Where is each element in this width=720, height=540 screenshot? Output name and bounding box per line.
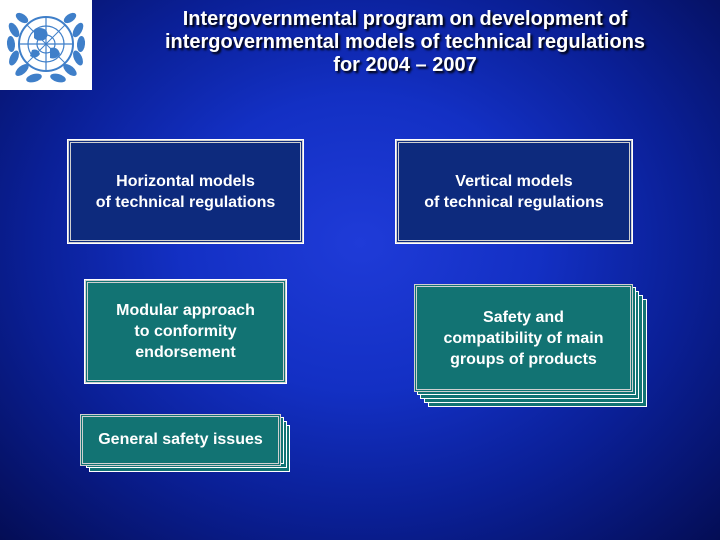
- general-safety-label: General safety issues: [98, 431, 263, 448]
- vertical-models-line-2: of technical regulations: [424, 193, 604, 211]
- title-line-2: intergovernmental models of technical regulations: [164, 31, 646, 53]
- horizontal-models-line-2: of technical regulations: [95, 193, 276, 211]
- modular-approach-box: [85, 280, 286, 383]
- page-title: [100, 8, 710, 77]
- modular-approach-line-2: to conformity: [134, 323, 237, 340]
- vertical-models-line-1: Vertical models: [455, 172, 573, 190]
- stack-layer-front: [414, 284, 633, 392]
- title-line-1: Intergovernmental program on development of: [182, 8, 628, 30]
- safety-line-3: groups of products: [450, 350, 597, 368]
- stack-layer-front: [80, 414, 281, 466]
- un-emblem-icon: [0, 0, 92, 90]
- horizontal-models-box: [68, 140, 303, 243]
- safety-compatibility-stack: [414, 284, 649, 410]
- modular-approach-line-3: endorsement: [135, 344, 236, 361]
- safety-line-2: compatibility of main: [443, 329, 604, 347]
- horizontal-models-line-1: Horizontal models: [116, 172, 255, 190]
- modular-approach-line-1: Modular approach: [116, 302, 255, 319]
- title-line-3: for 2004 – 2007: [333, 54, 477, 76]
- general-safety-stack: [80, 414, 294, 474]
- vertical-models-box: [396, 140, 632, 243]
- safety-line-1: Safety and: [483, 308, 564, 326]
